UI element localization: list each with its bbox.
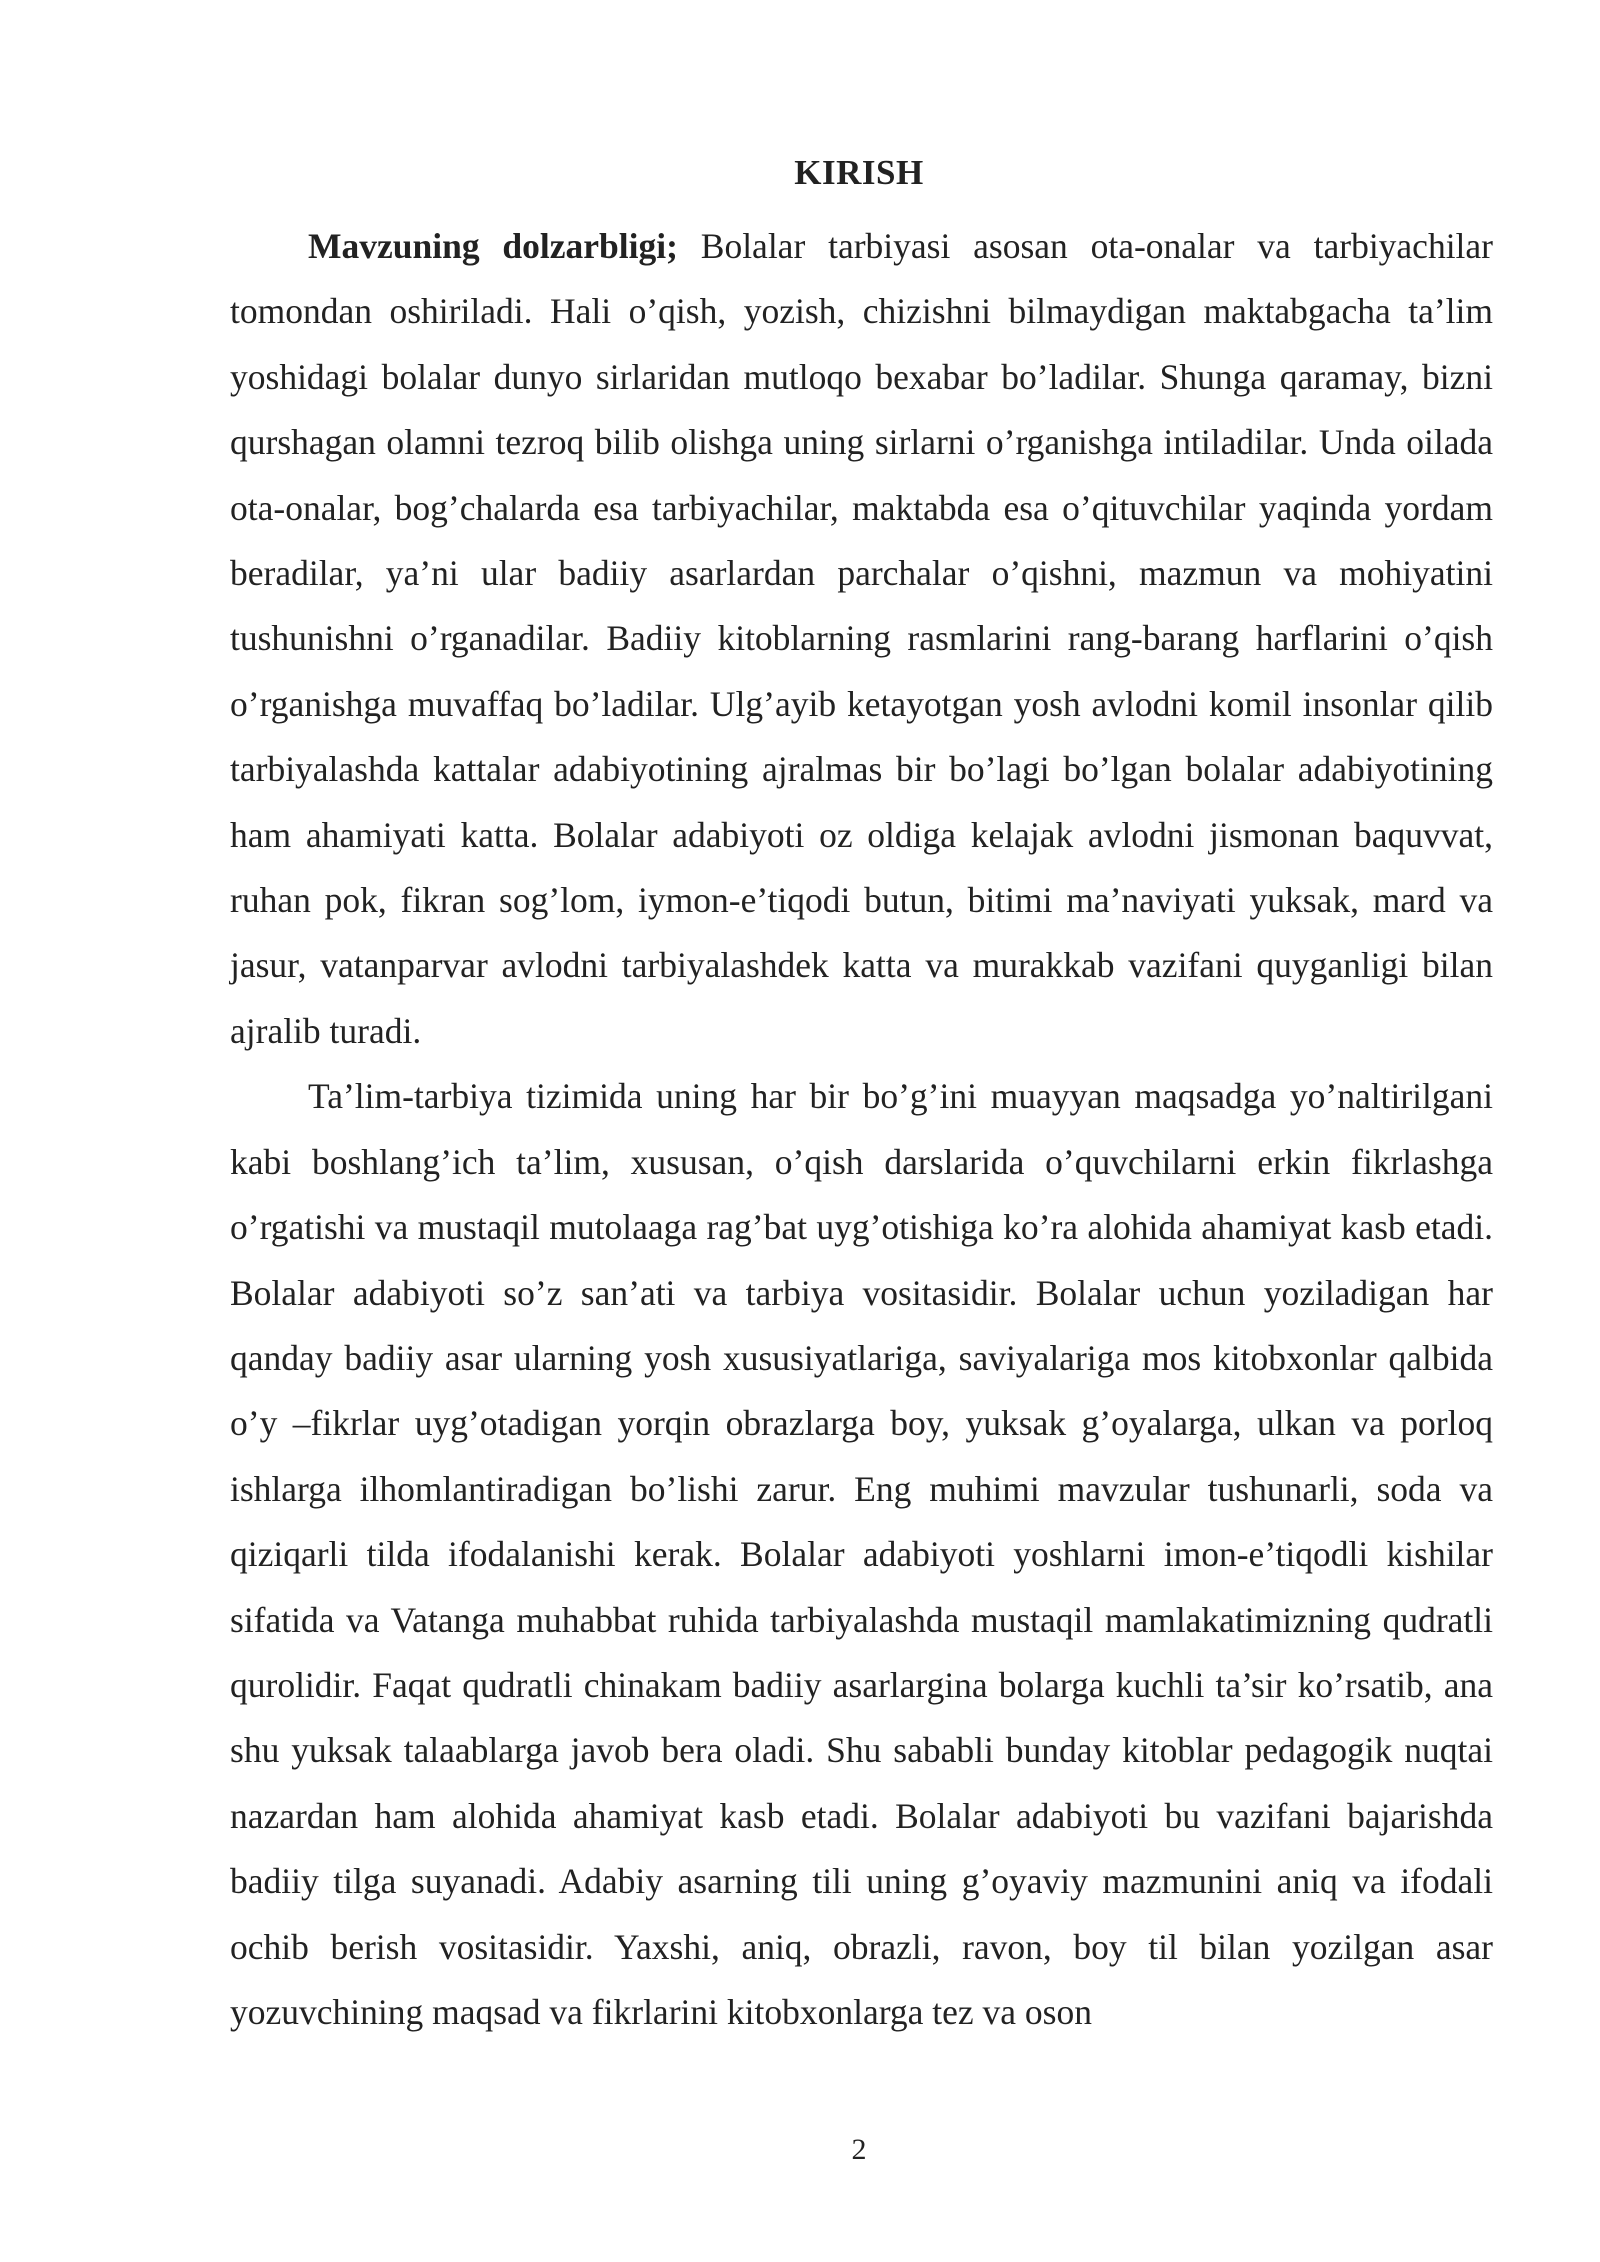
paragraph-text: Ta’lim-tarbiya tizimida uning har bir bo’g’ini muayyan maqsadga yo’naltirilgani kabi boshlang’ich ta’lim, xususan, o’qish darslarida o’quvchilarni erkin fikrlashga o’rgatishi va mustaqil mutolaaga rag’bat uyg’otishiga ko’ra alohida ahamiyat kasb etadi. Bolalar adabiyoti so’z san’ati va tarbiya vositasidir. Bolalar uchun yoziladigan har qanday badiiy asar ularning yosh xususiyatlariga, saviyalariga mos kitobxonlar qalbida o’y –fikrlar uyg’otadigan yorqin obrazlarga boy, yuksak g’oyalarga, ulkan va porloq ishlarga ilhomlantiradigan bo’lishi zarur. Eng muhimi mavzular tushunarli, soda va qiziqarli tilda ifodalanishi kerak. Bolalar adabiyoti yoshlarni imon-e’tiqodli kishilar sifatida va Vatanga muhabbat ruhida tarbiyalashda mustaqil mamlakatimizning qudratli qurolidir. Faqat qudratli chinakam badiiy asarlargina bolarga kuchli ta’sir ko’rsatib, ana shu yuksak talaablarga javob bera oladi. Shu sababli bunday kitoblar pedagogik nuqtai nazardan ham alohida ahamiyat kasb etadi. Bolalar adabiyoti bu vazifani bajarishda badiiy tilga suyanadi. Adabiy asarning tili uning g’oyaviy mazmunini aniq va ifodali ochib berish vositasidir. Yaxshi, aniq, obrazli, ravon, boy til bilan yozilgan asar yozuvchining maqsad va fikrlarini kitobxonlarga tez va oson xyxy=(230,1076,1493,2032)
page-number: 2 xyxy=(851,2133,867,2166)
paragraph-education xyxy=(230,1064,1493,2045)
paragraph-relevance xyxy=(230,214,1493,1064)
document-body xyxy=(230,214,1493,2045)
page-title: KIRISH xyxy=(794,153,924,192)
paragraph-lead-heading: Mavzuning dolzarbligi; xyxy=(308,226,678,266)
paragraph-text: Bolalar tarbiyasi asosan ota-onalar va tarbiyachilar tomondan oshiriladi. Hali o’qish, yozish, chizishni bilmaydigan maktabgacha ta’lim yoshidagi bolalar dunyo sirlaridan mutloqo bexabar bo’ladilar. Shunga qaramay, bizni qurshagan olamni tezroq bilib olishga uning sirlarni o’rganishga intiladilar. Unda oilada ota-onalar, bog’chalarda esa tarbiyachilar, maktabda esa o’qituvchilar yaqinda yordam beradilar, ya’ni ular badiiy asarlardan parchalar o’qishni, mazmun va mohiyatini tushunishni o’rganadilar. Badiiy kitoblarning rasmlarini rang-barang harflarini o’qish o’rganishga muvaffaq bo’ladilar. Ulg’ayib ketayotgan yosh avlodni komil insonlar qilib tarbiyalashda kattalar adabiyotining ajralmas bir bo’lagi bo’lgan bolalar adabiyotining ham ahamiyati katta. Bolalar adabiyoti oz oldiga kelajak avlodni jismonan baquvvat, ruhan pok, fikran sog’lom, iymon-e’tiqodi butun, bitimi ma’naviyati yuksak, mard va jasur, vatanparvar avlodni tarbiyalashdek katta va murakkab vazifani quyganligi bilan ajralib turadi. xyxy=(230,226,1493,1051)
